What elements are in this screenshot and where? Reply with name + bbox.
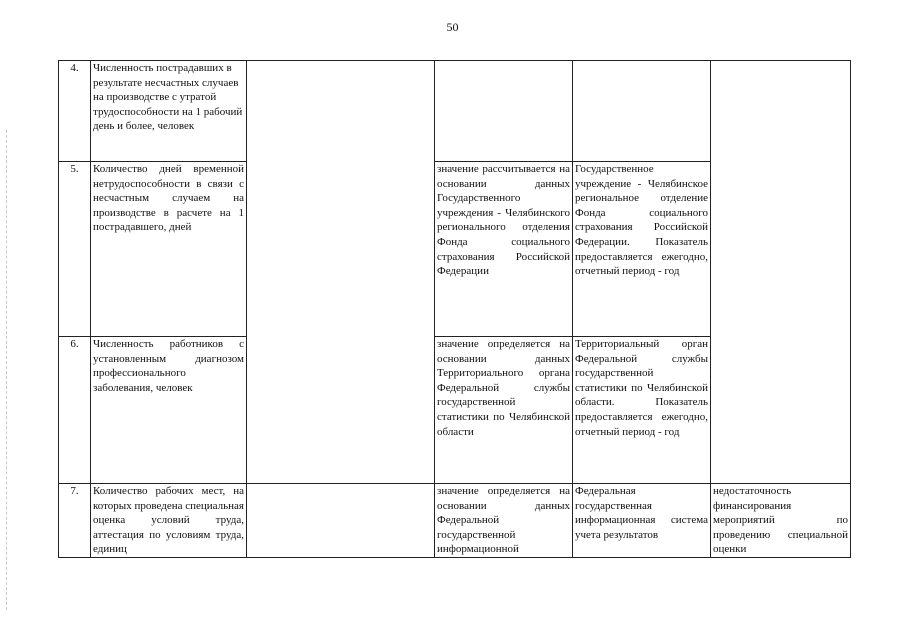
source-cell	[573, 61, 711, 162]
indicator-cell: Численность пострадавших в результате несчастных случаев на производстве с утратой трудоспособности на 1 рабочий день и более, человек	[91, 61, 247, 162]
scan-edge-mark	[6, 130, 8, 610]
page-number: 50	[446, 20, 459, 34]
method-cell: значение определяется на основании данных Территориального органа Федеральной службы государственной статистики по Челябинской области	[435, 337, 573, 484]
source-cell: Федеральная государственная информационная система учета результатов	[573, 484, 711, 558]
method-cell: значение определяется на основании данных Федеральной государственной информационной	[435, 484, 573, 558]
row-number: 6.	[59, 337, 91, 484]
factors-cell: недостаточность финансирования мероприятий по проведению специальной оценки	[711, 484, 851, 558]
indicator-cell: Количество дней временной нетрудоспособности в связи с несчастным случаем на производстве в расчете на 1 пострадавшего, дней	[91, 162, 247, 337]
empty-cell	[247, 61, 435, 484]
method-cell	[435, 61, 573, 162]
empty-cell	[247, 484, 435, 558]
source-cell: Территориальный орган Федеральной службы государственной статистики по Челябинской области. Показатель предоставляется ежегодно, отчетный период - год	[573, 337, 711, 484]
indicator-cell: Количество рабочих мест, на которых проведена специальная оценка условий труда, аттестация по условиям труда, единиц	[91, 484, 247, 558]
row-number: 7.	[59, 484, 91, 558]
table-row	[59, 484, 851, 558]
method-cell: значение рассчитывается на основании данных Государственного учреждения - Челябинского регионального отделения Фонда социального страхования Российской Федерации	[435, 162, 573, 337]
source-cell: Государственное учреждение - Челябинское региональное отделение Фонда социального страхования Российской Федерации. Показатель предоставляется ежегодно, отчетный период - год	[573, 162, 711, 337]
factors-cell	[711, 61, 851, 484]
indicator-cell: Численность работников с установленным диагнозом профессионального заболевания, человек	[91, 337, 247, 484]
row-number: 4.	[59, 61, 91, 162]
row-number: 5.	[59, 162, 91, 337]
indicators-table	[58, 60, 851, 558]
table-row	[59, 61, 851, 162]
